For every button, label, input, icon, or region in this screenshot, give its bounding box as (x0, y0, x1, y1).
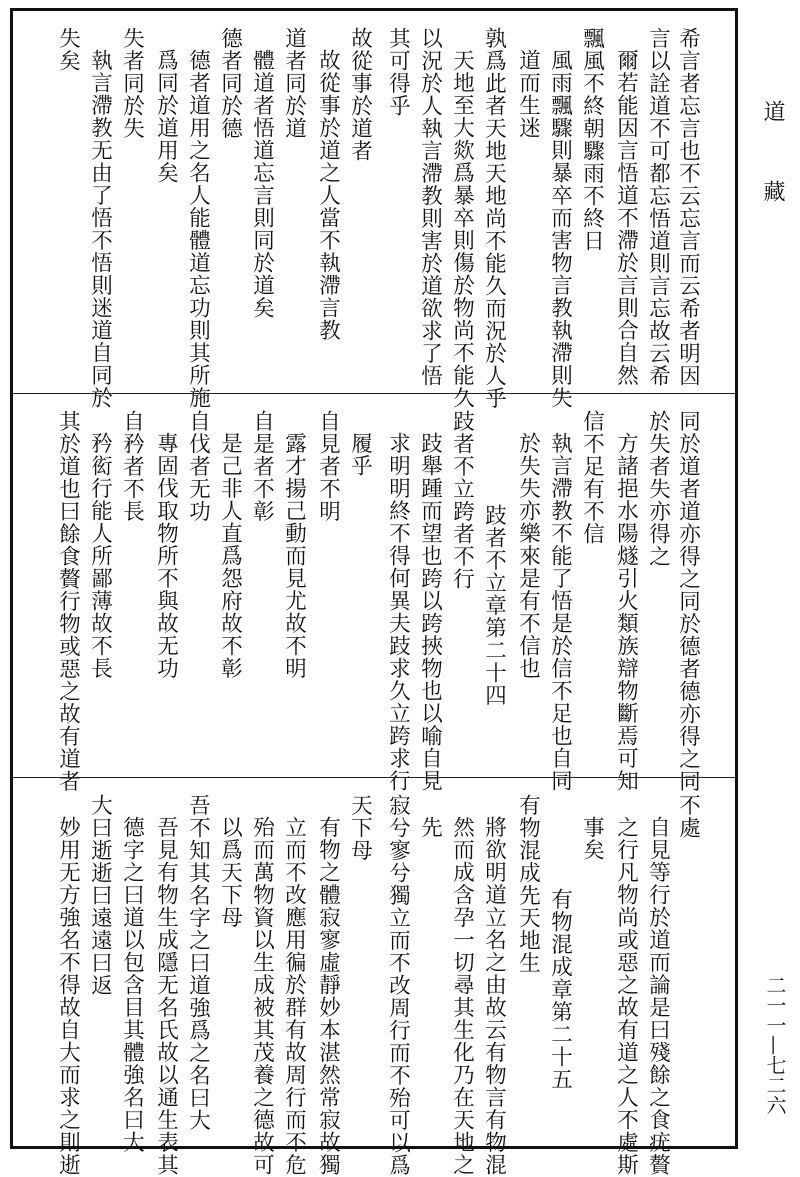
text-column: 求明明終不得何異夫跂求久立跨求行 (385, 432, 411, 792)
text-column: 信不足有不信 (579, 410, 605, 545)
chapter-heading: 有物混成章第二十五 (547, 888, 573, 1091)
text-column: 自是者不彰 (249, 410, 275, 523)
text-column: 以爲天下母 (217, 816, 243, 929)
text-column: 自伐者无功 (185, 410, 211, 523)
panel-bottom (13, 777, 735, 1177)
text-column: 專固伐取物所不與故无功 (153, 432, 179, 680)
text-column: 跂舉踵而望也跨以跨挾物也以喻自見 (417, 432, 443, 792)
text-column: 吾不知其名字之曰道強爲之名曰大 (185, 794, 211, 1132)
text-column: 執言滯教不能了悟是於信不足也自同 (547, 432, 573, 792)
text-column: 吾見有物生成隱无名氏故以通生表其 (153, 816, 179, 1176)
text-column: 同於道者道亦得之同於德者德亦得之同 (675, 410, 701, 793)
text-column: 殆而萬物資以生成被其茂養之德故可 (249, 816, 275, 1176)
text-column: 爲同於道用矣 (153, 49, 179, 184)
text-column: 德者道用之名人能體道忘功則其所施 (185, 49, 211, 409)
text-column: 自見等行於道而論是曰殘餘之食疣贅 (645, 816, 671, 1176)
panel-middle (13, 393, 735, 793)
page-frame (10, 8, 738, 1177)
text-column: 寂兮寥兮獨立而不改周行而不殆可以爲 (385, 794, 411, 1177)
text-column: 其於道也曰餘食贅行物或惡之故有道者 (55, 410, 81, 793)
text-column: 以況於人執言滯教則害於道欲求了悟 (417, 27, 443, 387)
text-column: 妙用无方強名不得故自大而求之則逝 (55, 816, 81, 1176)
text-column: 有物之體寂寥虛靜妙本湛然常寂故獨 (315, 816, 341, 1176)
text-column: 風雨飄驟則暴卒而害物言教執滯則失 (547, 49, 573, 409)
text-column: 於失失亦樂來是有不信也 (515, 432, 541, 680)
text-column: 將欲明道立名之由故云有物言有物混 (481, 816, 507, 1176)
text-column: 跂者不立跨者不行 (449, 410, 475, 590)
text-column: 孰爲此者天地天地尚不能久而況於人乎 (481, 27, 507, 410)
text-column: 體道者悟道忘言則同於道矣 (249, 49, 275, 319)
text-column: 有物混成先天地生 (515, 794, 541, 974)
text-column: 立而不改應用徧於群有故周行而不危 (281, 816, 307, 1176)
text-column: 爾若能因言悟道不滯於言則合自然 (613, 49, 639, 387)
text-column: 其可得乎 (385, 27, 411, 117)
text-column: 道者同於道 (281, 27, 307, 140)
text-column: 故從事於道之人當不執滯言教 (315, 49, 341, 342)
text-column: 德者同於德 (217, 27, 243, 140)
text-column: 自矜者不長 (119, 410, 145, 523)
text-column: 執言滯教无由了悟不悟則迷道自同於 (87, 49, 113, 409)
text-column: 失矣 (55, 27, 81, 72)
panel-top (13, 11, 735, 410)
text-column: 大曰逝逝曰遠遠曰返 (87, 794, 113, 997)
text-column: 履乎 (347, 432, 373, 477)
text-column: 事矣 (579, 816, 605, 861)
chapter-heading: 跂者不立章第二十四 (481, 504, 507, 707)
text-column: 失者同於失 (119, 27, 145, 140)
text-column: 矜衒行能人所鄙薄故不長 (87, 432, 113, 680)
text-column: 於失者失亦得之 (645, 410, 671, 568)
text-column: 不處 (675, 794, 701, 839)
text-column: 言以詮道不可都忘悟道則言忘故云希 (645, 27, 671, 387)
text-column: 之行凡物尚或惡之故有道之人不處斯 (613, 816, 639, 1176)
collection-name-dao: 道 (760, 100, 785, 124)
collection-name-zang: 藏 (760, 180, 785, 204)
page-number: 二一一—七二六 (763, 975, 787, 1115)
text-column: 是己非人直爲怨府故不彰 (217, 432, 243, 680)
text-column: 道而生迷 (515, 49, 541, 139)
text-column: 飄風不終朝驟雨不終日 (579, 27, 605, 252)
text-column: 先 (417, 816, 443, 839)
text-column: 希言者忘言也不云忘言而云希者明因 (675, 27, 701, 387)
text-column: 天下母 (347, 794, 373, 862)
text-column: 露才揚己動而見尤故不明 (281, 432, 307, 680)
text-column: 自見者不明 (315, 410, 341, 523)
text-column: 然而成含孕一切尋其生化乃在天地之 (449, 816, 475, 1176)
text-column: 天地至大欻爲暴卒則傷於物尚不能久 (449, 49, 475, 409)
text-column: 故從事於道者 (347, 27, 373, 162)
text-column: 德字之曰道以包含目其體強名曰大 (119, 816, 145, 1154)
text-column: 方諸挹水陽燧引火類族辯物斷焉可知 (613, 432, 639, 792)
